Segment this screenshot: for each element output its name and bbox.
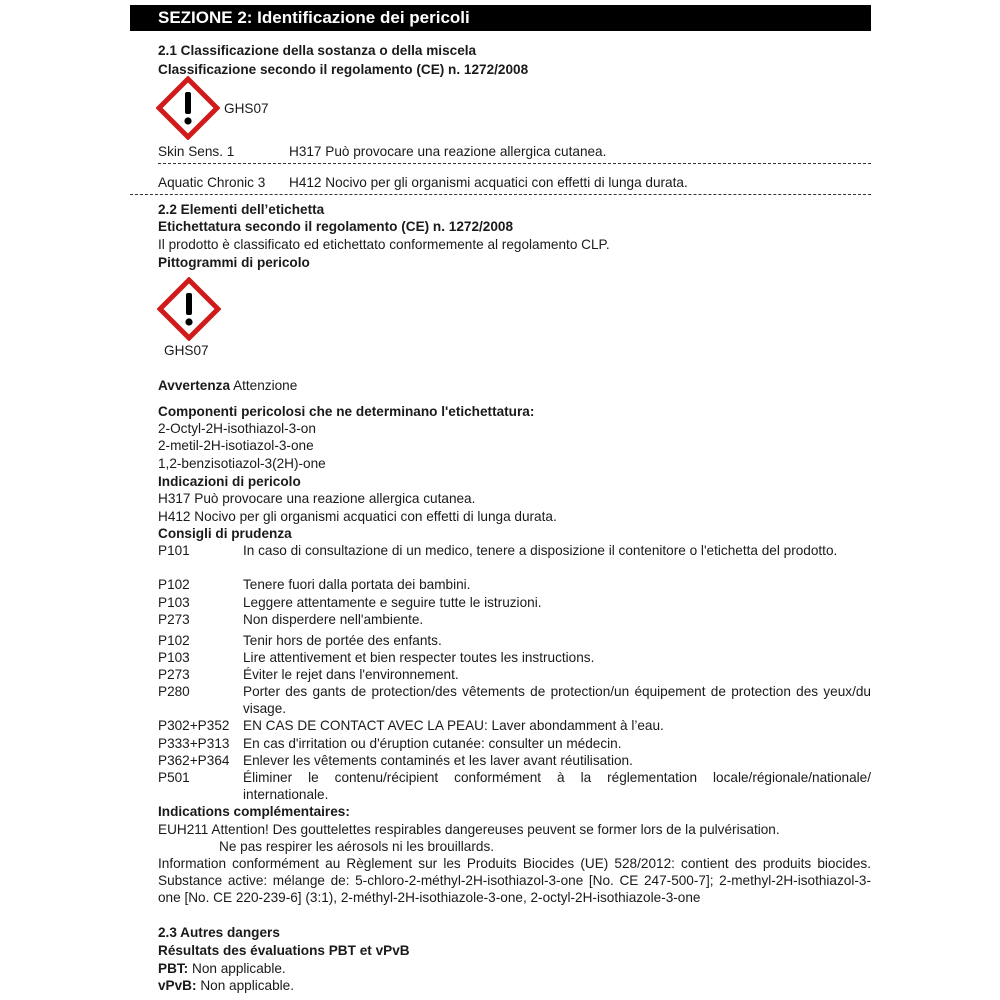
precaution-code: P101 <box>158 543 190 558</box>
precaution-heading: Consigli di prudenza <box>158 526 292 541</box>
components-heading: Componenti pericolosi che ne determinano l'etichettatura: <box>158 404 535 419</box>
classification-row <box>158 143 606 160</box>
precaution-text: Lire attentivement et bien respecter toutes les instructions. <box>243 650 595 665</box>
precaution-text: In caso di consultazione di un medico, tenere a disposizione il contenitore o l'etichetta del prodotto. <box>243 543 838 558</box>
supplementary-heading: Indications complémentaires: <box>158 804 350 819</box>
vpvb-label: vPvB: <box>158 978 197 993</box>
pbt-value: Non applicable. <box>192 961 286 976</box>
precaution-text: Enlever les vêtements contaminés et les laver avant réutilisation. <box>243 753 633 768</box>
divider <box>130 194 871 195</box>
pbt-label: PBT: <box>158 961 189 976</box>
signal-word-line <box>158 377 297 394</box>
precaution-text: Tenere fuori dalla portata dei bambini. <box>243 577 471 592</box>
section-header <box>130 5 871 31</box>
precaution-text: En cas d'irritation ou d'éruption cutanée: consulter un médecin. <box>243 736 622 751</box>
s21-subtitle: Classificazione secondo il regolamento (CE) n. 1272/2008 <box>158 62 529 77</box>
precaution-text: Éviter le rejet dans l'environnement. <box>243 667 459 682</box>
precaution-text: EN CAS DE CONTACT AVEC LA PEAU: Laver abondamment à l’eau. <box>243 718 664 733</box>
ghs07-pictogram-icon <box>156 76 220 140</box>
euh211-line2: Ne pas respirer les aérosols ni les brouillards. <box>219 839 495 854</box>
s23-subtitle: Résultats des évaluations PBT et vPvB <box>158 943 410 958</box>
signal-word-label: Avvertenza <box>158 378 231 393</box>
hazard-item: H412 Nocivo per gli organismi acquatici con effetti di lunga durata. <box>158 509 557 524</box>
precaution-code: P280 <box>158 684 190 699</box>
precaution-code: P103 <box>158 650 190 665</box>
ghs07-pictogram-icon <box>157 277 221 341</box>
precaution-text: Porter des gants de protection/des vêtements de protection/un équipement de protection des yeux/du visage. <box>243 684 871 716</box>
vpvb-value: Non applicable. <box>200 978 295 993</box>
precaution-code: P103 <box>158 595 190 610</box>
precaution-text: Tenir hors de portée des enfants. <box>243 633 442 648</box>
s23-title: 2.3 Autres dangers <box>158 925 280 940</box>
precaution-code: P102 <box>158 633 190 648</box>
divider <box>158 163 871 164</box>
s22-pictogram-label: GHS07 <box>164 343 209 358</box>
classification-row <box>158 174 688 191</box>
pictograms-heading: Pittogrammi di pericolo <box>158 255 310 270</box>
vpvb-line <box>158 977 294 994</box>
clp-text: Il prodotto è classificato ed etichettato conformemente al regolamento CLP. <box>158 237 610 252</box>
section-title: SEZIONE 2: Identificazione dei pericoli <box>158 8 470 27</box>
component-item: 2-metil-2H-isotiazol-3-one <box>158 438 314 453</box>
s21-title: 2.1 Classificazione della sostanza o della miscela <box>158 43 477 58</box>
precaution-code: P362+P364 <box>158 753 230 768</box>
biocide-text: Information conformément au Règlement sur les Produits Biocides (UE) 528/2012: contient des produits biocides. Substance active: mélange de: 5-chloro-2-méthyl-2H-isothiazol-3-one [No. CE 247-500-7]; 2-methyl-2H-isothiazol-3-one [No. CE 220-239-6] (3:1), 2-méthyl-2H-isothiazole-3-one, 2-octyl-2H-isothiazole-3-one <box>158 856 871 905</box>
precaution-text: Non disperdere nell'ambiente. <box>243 612 424 627</box>
s22-title: 2.2 Elementi dell’etichetta <box>158 202 325 217</box>
component-item: 1,2-benzisotiazol-3(2H)-one <box>158 456 326 471</box>
classification-statement: H317 Può provocare una reazione allergica cutanea. <box>289 144 607 159</box>
precaution-code: P501 <box>158 770 190 785</box>
precaution-code: P273 <box>158 612 190 627</box>
precaution-code: P102 <box>158 577 190 592</box>
euh211-line1: EUH211 Attention! Des gouttelettes respirables dangereuses peuvent se former lors de la pulvérisation. <box>158 822 780 837</box>
pbt-line <box>158 960 286 977</box>
precaution-code: P302+P352 <box>158 718 230 733</box>
precaution-code: P273 <box>158 667 190 682</box>
precaution-text: Leggere attentamente e seguire tutte le istruzioni. <box>243 595 542 610</box>
s22-subtitle: Etichettatura secondo il regolamento (CE) n. 1272/2008 <box>158 219 514 234</box>
hazard-item: H317 Può provocare una reazione allergica cutanea. <box>158 491 476 506</box>
component-item: 2-Octyl-2H-isothiazol-3-on <box>158 421 316 436</box>
s21-pictogram-label: GHS07 <box>224 101 269 116</box>
precaution-text: Éliminer le contenu/récipient conformément à la réglementation locale/régionale/nationale/ internationale. <box>243 770 871 802</box>
classification-class: Skin Sens. 1 <box>158 144 235 159</box>
signal-word: Attenzione <box>233 378 298 393</box>
classification-class: Aquatic Chronic 3 <box>158 175 266 190</box>
classification-statement: H412 Nocivo per gli organismi acquatici con effetti di lunga durata. <box>289 175 688 190</box>
hazard-heading: Indicazioni di pericolo <box>158 474 301 489</box>
precaution-code: P333+P313 <box>158 736 230 751</box>
